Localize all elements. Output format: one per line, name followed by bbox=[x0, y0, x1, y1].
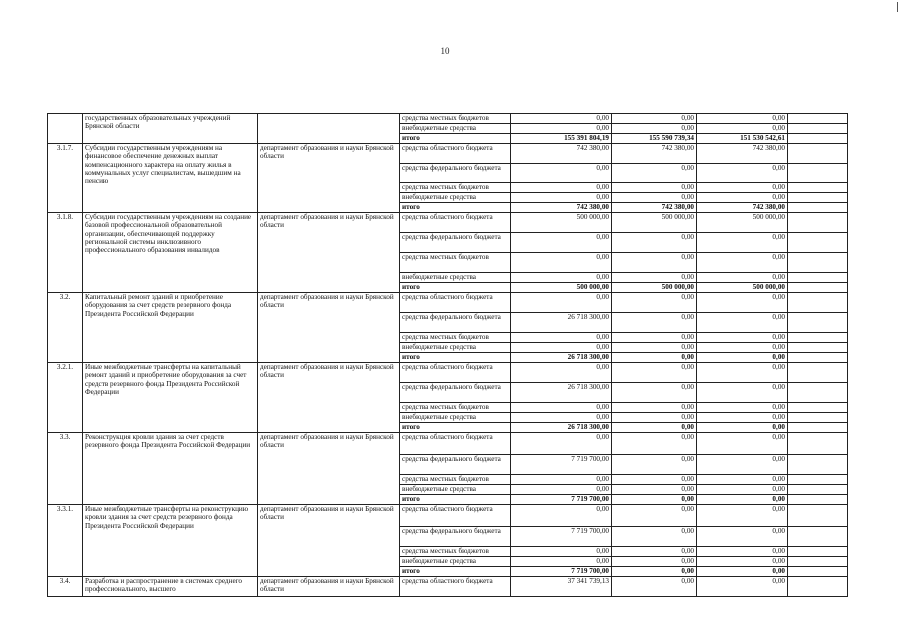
item-name: государственных образовательных учреждений Брянской области bbox=[83, 114, 258, 144]
amount-v2: 0,00 bbox=[612, 193, 697, 203]
amount-v1: 0,00 bbox=[511, 343, 612, 353]
amount-v1: 0,00 bbox=[511, 475, 612, 485]
empty-cell bbox=[788, 505, 848, 527]
amount-v3: 0,00 bbox=[697, 253, 788, 273]
table-row bbox=[48, 433, 848, 455]
table-row bbox=[48, 293, 848, 313]
funding-source: итого bbox=[400, 203, 511, 213]
item-number: 3.3. bbox=[48, 433, 83, 505]
item-name: Иные межбюджетные трансферты на реконструкцию кровли здания за счет средств резервного фонда Президента Российской Федерации bbox=[83, 505, 258, 577]
amount-v3: 0,00 bbox=[697, 293, 788, 313]
empty-cell bbox=[788, 547, 848, 557]
table-row bbox=[48, 213, 848, 233]
empty-cell bbox=[788, 134, 848, 144]
item-executor: департамент образования и науки Брянской области bbox=[258, 293, 400, 363]
item-number: 3.1.7. bbox=[48, 144, 83, 213]
amount-v2: 0,00 bbox=[612, 363, 697, 383]
amount-v1: 0,00 bbox=[511, 433, 612, 455]
item-name: Капитальный ремонт зданий и приобретение оборудования за счет средств резервного фонда Президента Российской Федерации bbox=[83, 293, 258, 363]
funding-source: средства областного бюджета bbox=[400, 144, 511, 164]
amount-v1: 0,00 bbox=[511, 505, 612, 527]
amount-v3: 500 000,00 bbox=[697, 213, 788, 233]
item-number: 3.2.1. bbox=[48, 363, 83, 433]
empty-cell bbox=[788, 313, 848, 333]
amount-v3: 0,00 bbox=[697, 333, 788, 343]
item-number: 3.3.1. bbox=[48, 505, 83, 577]
amount-v2: 0,00 bbox=[612, 353, 697, 363]
amount-v2: 0,00 bbox=[612, 527, 697, 547]
empty-cell bbox=[788, 293, 848, 313]
amount-v3: 0,00 bbox=[697, 193, 788, 203]
amount-v1: 0,00 bbox=[511, 253, 612, 273]
empty-cell bbox=[788, 114, 848, 124]
amount-v3: 0,00 bbox=[697, 495, 788, 505]
amount-v2: 0,00 bbox=[612, 164, 697, 183]
funding-source: итого bbox=[400, 495, 511, 505]
amount-v1: 26 718 300,00 bbox=[511, 383, 612, 403]
item-number: 3.1.8. bbox=[48, 213, 83, 293]
item-executor: департамент образования и науки Брянской области bbox=[258, 433, 400, 505]
table-row bbox=[48, 144, 848, 164]
amount-v1: 0,00 bbox=[511, 183, 612, 193]
funding-source: внебюджетные средства bbox=[400, 124, 511, 134]
funding-source: средства местных бюджетов bbox=[400, 475, 511, 485]
empty-cell bbox=[788, 495, 848, 505]
amount-v2: 0,00 bbox=[612, 343, 697, 353]
amount-v1: 742 380,00 bbox=[511, 144, 612, 164]
funding-source: средства федерального бюджета bbox=[400, 164, 511, 183]
empty-cell bbox=[788, 577, 848, 597]
funding-source: средства областного бюджета bbox=[400, 363, 511, 383]
amount-v1: 0,00 bbox=[511, 273, 612, 283]
amount-v1: 0,00 bbox=[511, 233, 612, 253]
empty-cell bbox=[788, 124, 848, 134]
table-row bbox=[48, 114, 848, 124]
funding-source: средства местных бюджетов bbox=[400, 114, 511, 124]
amount-v1: 7 719 700,00 bbox=[511, 455, 612, 475]
amount-v2: 0,00 bbox=[612, 233, 697, 253]
funding-source: средства областного бюджета bbox=[400, 577, 511, 597]
amount-v2: 0,00 bbox=[612, 505, 697, 527]
amount-v3: 0,00 bbox=[697, 505, 788, 527]
item-name: Разработка и распространение в системах среднего профессионального, высшего bbox=[83, 577, 258, 597]
empty-cell bbox=[788, 413, 848, 423]
funding-source: итого bbox=[400, 283, 511, 293]
funding-source: внебюджетные средства bbox=[400, 343, 511, 353]
funding-source: внебюджетные средства bbox=[400, 273, 511, 283]
amount-v3: 0,00 bbox=[697, 567, 788, 577]
funding-source: внебюджетные средства bbox=[400, 413, 511, 423]
amount-v3: 742 380,00 bbox=[697, 144, 788, 164]
amount-v1: 7 719 700,00 bbox=[511, 527, 612, 547]
amount-v1: 0,00 bbox=[511, 293, 612, 313]
funding-source: внебюджетные средства bbox=[400, 485, 511, 495]
funding-source: средства местных бюджетов bbox=[400, 403, 511, 413]
amount-v1: 0,00 bbox=[511, 124, 612, 134]
amount-v2: 0,00 bbox=[612, 455, 697, 475]
amount-v2: 0,00 bbox=[612, 383, 697, 403]
amount-v2: 742 380,00 bbox=[612, 144, 697, 164]
item-executor: департамент образования и науки Брянской области bbox=[258, 144, 400, 213]
item-executor: департамент образования и науки Брянской области bbox=[258, 577, 400, 597]
amount-v2: 0,00 bbox=[612, 557, 697, 567]
amount-v2: 0,00 bbox=[612, 124, 697, 134]
amount-v3: 151 530 542,61 bbox=[697, 134, 788, 144]
empty-cell bbox=[788, 485, 848, 495]
funding-source: средства областного бюджета bbox=[400, 433, 511, 455]
funding-source: средства местных бюджетов bbox=[400, 253, 511, 273]
funding-source: средства федерального бюджета bbox=[400, 313, 511, 333]
empty-cell bbox=[788, 353, 848, 363]
empty-cell bbox=[788, 164, 848, 183]
empty-cell bbox=[788, 423, 848, 433]
funding-source: средства федерального бюджета bbox=[400, 527, 511, 547]
amount-v3: 0,00 bbox=[697, 114, 788, 124]
amount-v2: 0,00 bbox=[612, 333, 697, 343]
empty-cell bbox=[788, 567, 848, 577]
amount-v3: 0,00 bbox=[697, 313, 788, 333]
table-row bbox=[48, 577, 848, 597]
amount-v3: 0,00 bbox=[697, 547, 788, 557]
empty-cell bbox=[788, 363, 848, 383]
funding-source: итого bbox=[400, 423, 511, 433]
funding-source: итого bbox=[400, 567, 511, 577]
funding-source: средства федерального бюджета bbox=[400, 455, 511, 475]
empty-cell bbox=[788, 283, 848, 293]
empty-cell bbox=[788, 403, 848, 413]
amount-v3: 0,00 bbox=[697, 433, 788, 455]
amount-v1: 0,00 bbox=[511, 485, 612, 495]
amount-v2: 0,00 bbox=[612, 567, 697, 577]
amount-v2: 0,00 bbox=[612, 423, 697, 433]
item-number: 3.2. bbox=[48, 293, 83, 363]
amount-v3: 0,00 bbox=[697, 485, 788, 495]
amount-v2: 0,00 bbox=[612, 413, 697, 423]
amount-v3: 0,00 bbox=[697, 363, 788, 383]
amount-v3: 0,00 bbox=[697, 577, 788, 597]
amount-v1: 37 341 739,13 bbox=[511, 577, 612, 597]
amount-v3: 0,00 bbox=[697, 343, 788, 353]
amount-v1: 0,00 bbox=[511, 557, 612, 567]
empty-cell bbox=[788, 383, 848, 403]
amount-v2: 0,00 bbox=[612, 273, 697, 283]
amount-v3: 742 380,00 bbox=[697, 203, 788, 213]
amount-v2: 0,00 bbox=[612, 253, 697, 273]
table-row bbox=[48, 363, 848, 383]
empty-cell bbox=[788, 144, 848, 164]
amount-v2: 0,00 bbox=[612, 485, 697, 495]
empty-cell bbox=[788, 273, 848, 283]
item-executor: департамент образования и науки Брянской области bbox=[258, 505, 400, 577]
empty-cell bbox=[788, 203, 848, 213]
amount-v2: 742 380,00 bbox=[612, 203, 697, 213]
amount-v3: 0,00 bbox=[697, 164, 788, 183]
amount-v2: 0,00 bbox=[612, 433, 697, 455]
amount-v2: 0,00 bbox=[612, 293, 697, 313]
amount-v1: 0,00 bbox=[511, 547, 612, 557]
amount-v1: 0,00 bbox=[511, 193, 612, 203]
amount-v3: 500 000,00 bbox=[697, 283, 788, 293]
item-number: 3.4. bbox=[48, 577, 83, 597]
empty-cell bbox=[788, 193, 848, 203]
amount-v1: 500 000,00 bbox=[511, 283, 612, 293]
amount-v3: 0,00 bbox=[697, 403, 788, 413]
table-row bbox=[48, 505, 848, 527]
empty-cell bbox=[788, 343, 848, 353]
funding-source: средства местных бюджетов bbox=[400, 183, 511, 193]
item-executor: департамент образования и науки Брянской области bbox=[258, 363, 400, 433]
funding-source: итого bbox=[400, 353, 511, 363]
amount-v2: 0,00 bbox=[612, 114, 697, 124]
empty-cell bbox=[788, 527, 848, 547]
amount-v1: 0,00 bbox=[511, 403, 612, 413]
amount-v3: 0,00 bbox=[697, 233, 788, 253]
amount-v1: 26 718 300,00 bbox=[511, 353, 612, 363]
funding-source: средства областного бюджета bbox=[400, 293, 511, 313]
funding-source: средства местных бюджетов bbox=[400, 547, 511, 557]
scan-edge-mark bbox=[897, 2, 898, 12]
amount-v3: 0,00 bbox=[697, 423, 788, 433]
amount-v1: 0,00 bbox=[511, 164, 612, 183]
empty-cell bbox=[788, 213, 848, 233]
amount-v1: 500 000,00 bbox=[511, 213, 612, 233]
amount-v2: 0,00 bbox=[612, 183, 697, 193]
funding-source: средства областного бюджета bbox=[400, 505, 511, 527]
item-executor: департамент образования и науки Брянской области bbox=[258, 213, 400, 293]
funding-source: итого bbox=[400, 134, 511, 144]
item-name: Реконструкция кровли здания за счет средств резервного фонда Президента Российской Федерации bbox=[83, 433, 258, 505]
empty-cell bbox=[788, 253, 848, 273]
amount-v1: 742 380,00 bbox=[511, 203, 612, 213]
amount-v1: 7 719 700,00 bbox=[511, 567, 612, 577]
amount-v1: 26 718 300,00 bbox=[511, 313, 612, 333]
amount-v2: 0,00 bbox=[612, 495, 697, 505]
amount-v2: 500 000,00 bbox=[612, 213, 697, 233]
empty-cell bbox=[788, 183, 848, 193]
page-number: 10 bbox=[440, 46, 450, 56]
amount-v2: 0,00 bbox=[612, 475, 697, 485]
amount-v3: 0,00 bbox=[697, 124, 788, 134]
funding-source: средства местных бюджетов bbox=[400, 333, 511, 343]
amount-v3: 0,00 bbox=[697, 475, 788, 485]
budget-table bbox=[47, 113, 848, 597]
amount-v3: 0,00 bbox=[697, 353, 788, 363]
amount-v1: 0,00 bbox=[511, 413, 612, 423]
amount-v2: 155 590 739,34 bbox=[612, 134, 697, 144]
amount-v3: 0,00 bbox=[697, 273, 788, 283]
amount-v1: 0,00 bbox=[511, 333, 612, 343]
amount-v3: 0,00 bbox=[697, 527, 788, 547]
item-name: Иные межбюджетные трансферты на капитальный ремонт зданий и приобретение оборудования за счет средств резервного фонда Президента Российской Федерации bbox=[83, 363, 258, 433]
amount-v2: 500 000,00 bbox=[612, 283, 697, 293]
amount-v1: 26 718 300,00 bbox=[511, 423, 612, 433]
empty-cell bbox=[788, 333, 848, 343]
empty-cell bbox=[788, 233, 848, 253]
empty-cell bbox=[788, 557, 848, 567]
amount-v2: 0,00 bbox=[612, 577, 697, 597]
amount-v3: 0,00 bbox=[697, 413, 788, 423]
amount-v1: 7 719 700,00 bbox=[511, 495, 612, 505]
funding-source: средства областного бюджета bbox=[400, 213, 511, 233]
item-name: Субсидии государственным учреждениям на финансовое обеспечение денежных выплат компенсационного характера на оплату жилья в коммунальных услуг специалистам, вышедшим на пенсию bbox=[83, 144, 258, 213]
amount-v1: 155 391 804,19 bbox=[511, 134, 612, 144]
funding-source: внебюджетные средства bbox=[400, 193, 511, 203]
item-name: Субсидии государственным учреждениям на создание базовой профессиональной образовательной организации, обеспечивающей поддержку региональной системы инклюзивного профессионального образования инвалидов bbox=[83, 213, 258, 293]
amount-v3: 0,00 bbox=[697, 557, 788, 567]
funding-source: средства федерального бюджета bbox=[400, 383, 511, 403]
amount-v1: 0,00 bbox=[511, 114, 612, 124]
amount-v2: 0,00 bbox=[612, 547, 697, 557]
amount-v1: 0,00 bbox=[511, 363, 612, 383]
amount-v3: 0,00 bbox=[697, 183, 788, 193]
item-number bbox=[48, 114, 83, 144]
amount-v2: 0,00 bbox=[612, 403, 697, 413]
empty-cell bbox=[788, 455, 848, 475]
empty-cell bbox=[788, 433, 848, 455]
amount-v3: 0,00 bbox=[697, 383, 788, 403]
item-executor bbox=[258, 114, 400, 144]
funding-source: средства федерального бюджета bbox=[400, 233, 511, 253]
empty-cell bbox=[788, 475, 848, 485]
amount-v2: 0,00 bbox=[612, 313, 697, 333]
funding-source: внебюджетные средства bbox=[400, 557, 511, 567]
amount-v3: 0,00 bbox=[697, 455, 788, 475]
